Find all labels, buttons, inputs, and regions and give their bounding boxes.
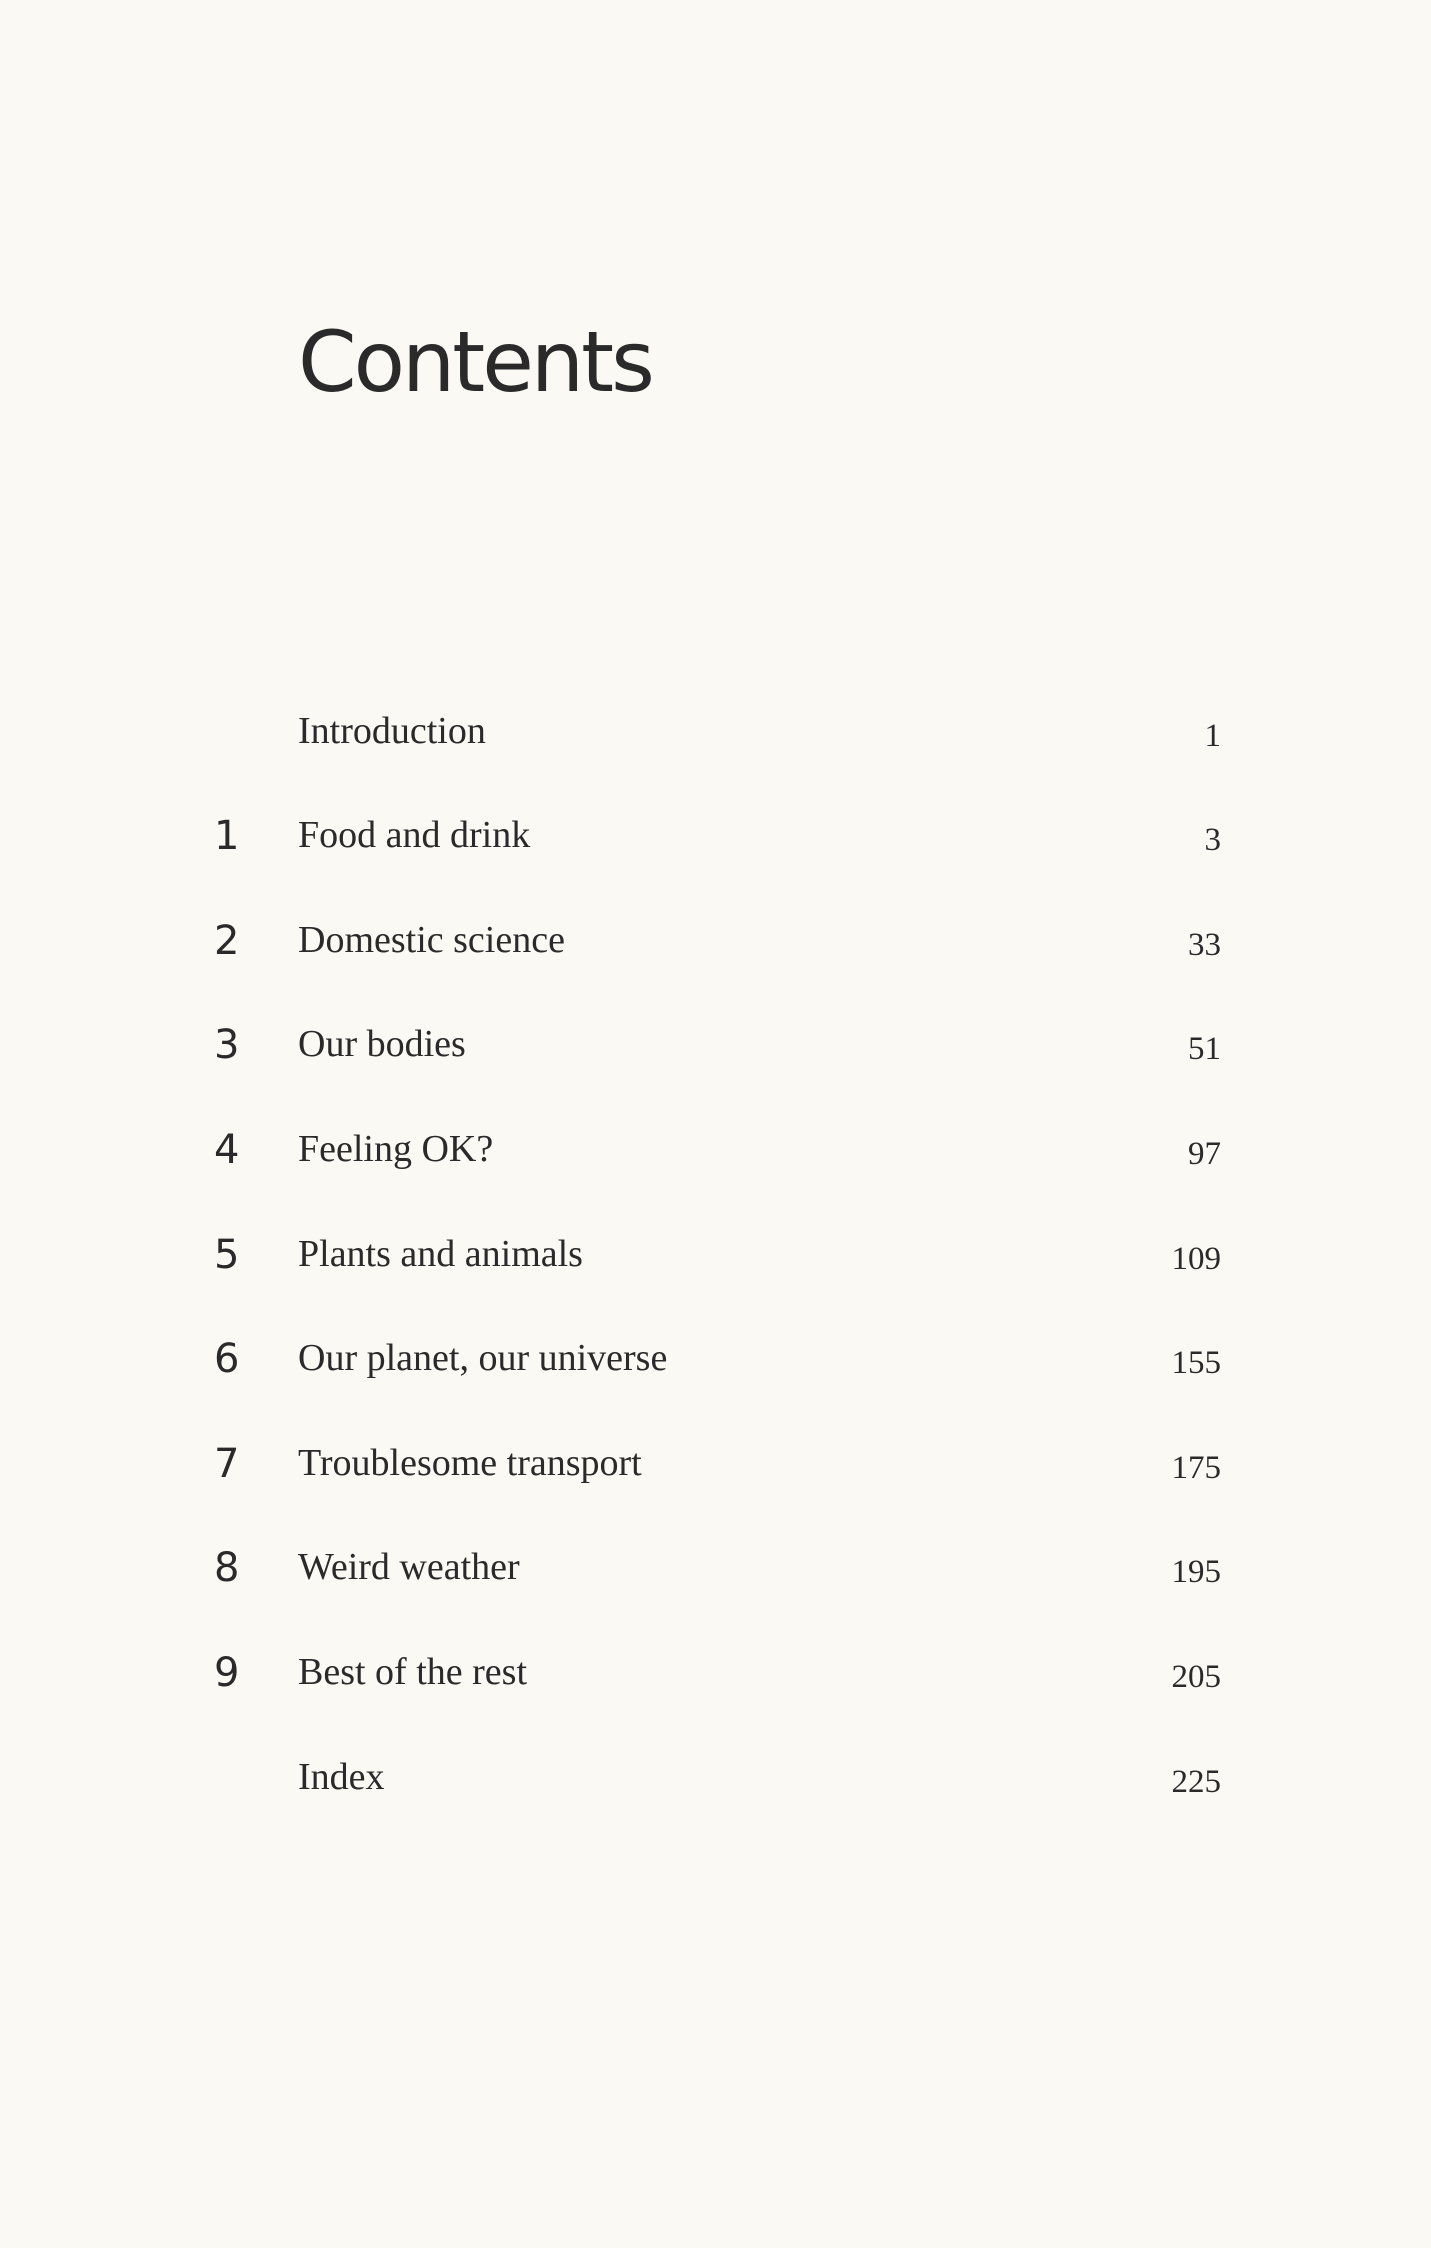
chapter-number: 5 (214, 1232, 240, 1278)
chapter-title: Feeling OK? (298, 1128, 494, 1170)
toc-entry-introduction (0, 706, 1431, 766)
toc-entry-chapter-5 (0, 1229, 1431, 1289)
toc-entry-chapter-6 (0, 1333, 1431, 1393)
chapter-title: Index (298, 1756, 385, 1798)
chapter-title: Domestic science (298, 919, 565, 961)
toc-entry-chapter-3 (0, 1019, 1431, 1079)
page-number: 109 (1171, 1241, 1221, 1277)
chapter-title: Our planet, our universe (298, 1337, 668, 1379)
chapter-title: Introduction (298, 710, 486, 752)
chapter-title: Best of the rest (298, 1651, 528, 1693)
page-number: 195 (1171, 1554, 1221, 1590)
toc-entry-chapter-7 (0, 1438, 1431, 1498)
chapter-number: 2 (214, 918, 240, 964)
chapter-title: Plants and animals (298, 1233, 583, 1275)
page-number: 51 (1188, 1031, 1221, 1067)
page-title: Contents (298, 313, 652, 411)
page-number: 3 (1204, 822, 1221, 858)
page-number: 225 (1171, 1764, 1221, 1800)
chapter-number: 1 (214, 813, 240, 859)
chapter-number: 8 (214, 1545, 240, 1591)
page-number: 205 (1171, 1659, 1221, 1695)
toc-entry-chapter-9 (0, 1647, 1431, 1707)
page-number: 155 (1171, 1345, 1221, 1381)
chapter-number: 7 (214, 1441, 240, 1487)
toc-entry-chapter-2 (0, 915, 1431, 975)
page-number: 33 (1188, 927, 1221, 963)
page-number: 1 (1204, 718, 1221, 754)
chapter-number: 9 (214, 1650, 240, 1696)
chapter-title: Our bodies (298, 1023, 466, 1065)
page-number: 175 (1171, 1450, 1221, 1486)
chapter-title: Weird weather (298, 1546, 520, 1588)
chapter-title: Food and drink (298, 814, 531, 856)
toc-entry-index (0, 1752, 1431, 1812)
chapter-title: Troublesome transport (298, 1442, 642, 1484)
chapter-number: 6 (214, 1336, 240, 1382)
toc-entry-chapter-4 (0, 1124, 1431, 1184)
page-number: 97 (1188, 1136, 1221, 1172)
chapter-number: 3 (214, 1022, 240, 1068)
toc-entry-chapter-1 (0, 810, 1431, 870)
chapter-number: 4 (214, 1127, 240, 1173)
toc-entry-chapter-8 (0, 1542, 1431, 1602)
